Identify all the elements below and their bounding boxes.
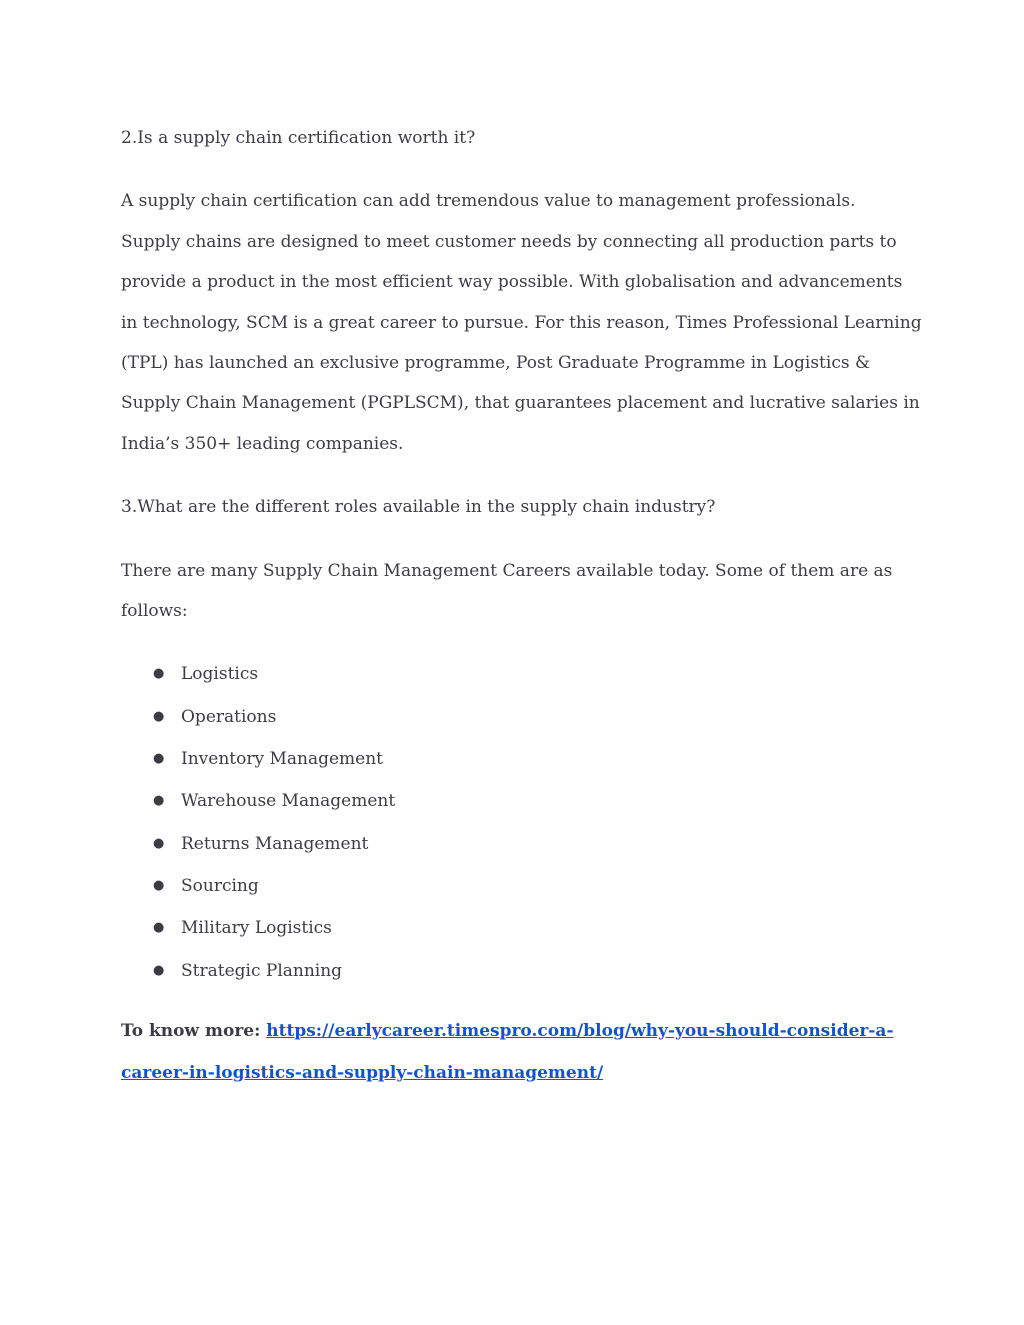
list-item-label: Returns Management (181, 833, 369, 854)
list-item-label: Inventory Management (181, 749, 384, 770)
list-item (121, 950, 911, 992)
list-item-label: Strategic Planning (181, 960, 343, 981)
answer-paragraph-3 (121, 551, 911, 632)
paragraph-line: in technology, SCM is a great career to pursue. For this reason, Times Professional Learning (121, 312, 922, 333)
bullet-icon: ● (153, 920, 165, 936)
know-more-line (121, 1010, 911, 1052)
paragraph-line: provide a product in the most efficient way possible. With globalisation and advancements (121, 272, 903, 293)
paragraph-line: Supply Chain Management (PGPLSCM), that guarantees placement and lucrative salaries in (121, 393, 920, 414)
roles-list (121, 653, 911, 991)
question-heading-3: 3.What are the different roles available in the supply chain industry? (121, 497, 716, 518)
list-item (121, 823, 911, 865)
paragraph-line: (TPL) has launched an exclusive programme, Post Graduate Programme in Logistics & (121, 353, 871, 374)
list-item (121, 653, 911, 695)
list-item (121, 780, 911, 822)
know-more-link-continued[interactable]: career-in-logistics-and-supply-chain-management/ (121, 1062, 604, 1083)
know-more-section (121, 1010, 911, 1094)
know-more-label: To know more: (121, 1020, 267, 1041)
document-body (121, 118, 922, 1094)
list-item (121, 696, 911, 738)
bullet-icon: ● (153, 751, 165, 767)
know-more-link[interactable]: https://earlycareer.timespro.com/blog/why-you-should-consider-a- (266, 1020, 894, 1041)
list-item-label: Sourcing (181, 875, 259, 896)
list-item-label: Military Logistics (181, 918, 332, 939)
list-item-label: Logistics (181, 664, 259, 685)
paragraph-line: follows: (121, 601, 188, 622)
know-more-line (121, 1052, 911, 1094)
paragraph-line: A supply chain certification can add tremendous value to management professionals. (121, 191, 856, 212)
paragraph-line: There are many Supply Chain Management Careers available today. Some of them are as (121, 560, 893, 581)
paragraph-line: India’s 350+ leading companies. (121, 433, 404, 454)
paragraph-line: Supply chains are designed to meet customer needs by connecting all production parts to (121, 231, 897, 252)
list-item (121, 738, 911, 780)
list-item (121, 865, 911, 907)
bullet-icon: ● (153, 793, 165, 809)
question-heading-2: 2.Is a supply chain certification worth it? (121, 128, 476, 148)
list-item-label: Operations (181, 706, 277, 727)
bullet-icon: ● (153, 877, 165, 893)
bullet-icon: ● (153, 666, 165, 682)
list-item (121, 907, 911, 949)
bullet-icon: ● (153, 835, 165, 851)
bullet-icon: ● (153, 708, 165, 724)
answer-paragraph-2 (121, 181, 922, 464)
bullet-icon: ● (153, 962, 165, 978)
list-item-label: Warehouse Management (181, 791, 396, 812)
